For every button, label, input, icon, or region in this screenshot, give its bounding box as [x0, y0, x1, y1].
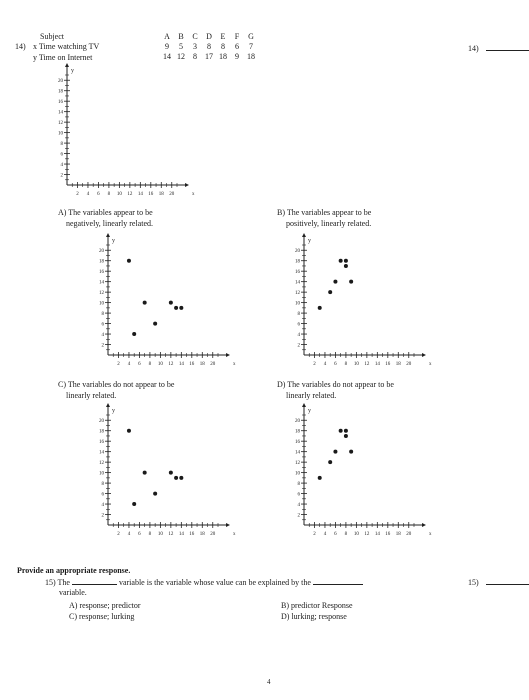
data-point	[143, 471, 147, 475]
x-axis-arrow	[185, 183, 189, 187]
x-tick-label: 16	[385, 362, 391, 367]
x-tick-label: 8	[344, 362, 348, 367]
y-tick-label: 4	[101, 503, 104, 509]
y-tick-label: 4	[297, 333, 300, 339]
x-tick-label: 12	[168, 362, 174, 367]
x-tick-label: 6	[97, 192, 100, 197]
y-value: 17	[205, 52, 213, 61]
y-tick-label: 16	[99, 440, 104, 446]
problem14-y-label: y Time on Internet	[33, 53, 93, 62]
x-tick-label: 18	[395, 362, 401, 367]
y-tick-label: 16	[99, 270, 104, 276]
problem14-number: 14)	[15, 42, 26, 51]
y-axis-arrow	[106, 233, 110, 237]
x-tick-label: 20	[169, 192, 175, 197]
problem15-stem-start: The	[57, 578, 70, 587]
y-tick-label: 14	[295, 280, 300, 286]
problem15-answer-blank[interactable]	[486, 576, 529, 585]
y-tick-label: 8	[101, 482, 104, 488]
y-tick-label: 16	[295, 440, 300, 446]
problem-grid-chart	[45, 65, 205, 200]
x-value: 3	[193, 42, 197, 51]
x-tick-label: 20	[406, 532, 412, 537]
y-tick-label: 14	[99, 280, 104, 286]
y-tick-label: 20	[295, 419, 300, 425]
data-point	[179, 476, 183, 480]
x-tick-label: 16	[189, 532, 195, 537]
y-tick-label: 20	[295, 249, 300, 255]
y-tick-label: 14	[295, 450, 300, 456]
option-b-chart	[282, 235, 442, 370]
x-tick-label: 2	[117, 532, 120, 537]
x-tick-label: 6	[334, 362, 337, 367]
data-point	[328, 290, 332, 294]
option-a-text-2: negatively, linearly related.	[66, 219, 153, 228]
y-tick-label: 20	[99, 419, 104, 425]
y-tick-label: 10	[58, 131, 63, 137]
y-axis-letter: y	[112, 238, 115, 244]
y-axis-arrow	[302, 403, 306, 407]
data-point	[143, 301, 147, 305]
x-tick-label: 10	[353, 362, 359, 367]
y-tick-label: 4	[297, 503, 300, 509]
y-values-row	[160, 52, 258, 61]
y-axis-letter: y	[71, 68, 74, 74]
x-value: 8	[221, 42, 225, 51]
option-d-text-1: D) The variables do not appear to be	[277, 380, 394, 389]
data-point	[179, 306, 183, 310]
data-point	[328, 460, 332, 464]
option-c-chart	[86, 405, 246, 540]
option-a-text-1: A) The variables appear to be	[58, 208, 153, 217]
problem15-blank-2[interactable]	[313, 576, 363, 585]
problem15-answer	[468, 576, 529, 587]
option-b-text-1: B) The variables appear to be	[277, 208, 372, 217]
x-tick-label: 16	[189, 362, 195, 367]
x-axis-letter: x	[429, 532, 432, 537]
x-tick-label: 2	[313, 362, 316, 367]
problem14-subject-label: Subject	[40, 32, 64, 41]
y-tick-label: 2	[297, 513, 300, 519]
y-tick-label: 6	[297, 322, 300, 328]
y-tick-label: 14	[58, 110, 63, 116]
x-tick-label: 16	[385, 532, 391, 537]
option-a-chart	[86, 235, 246, 370]
y-tick-label: 2	[101, 513, 104, 519]
x-value: 5	[179, 42, 183, 51]
x-axis-arrow	[422, 523, 426, 527]
x-tick-label: 4	[323, 362, 327, 367]
subject-letter: F	[234, 32, 240, 41]
data-point	[339, 429, 343, 433]
x-values-row	[160, 42, 258, 51]
y-value: 9	[235, 52, 239, 61]
subject-table	[160, 32, 258, 61]
data-point	[344, 264, 348, 268]
problem15-stem-end: variable.	[59, 588, 87, 597]
option-c-text-1: C) The variables do not appear to be	[58, 380, 175, 389]
problem14-answer	[468, 42, 529, 53]
data-point	[349, 450, 353, 454]
x-tick-label: 8	[344, 532, 348, 537]
x-tick-label: 12	[364, 362, 370, 367]
x-tick-label: 14	[374, 532, 380, 537]
option-d-chart	[282, 405, 442, 540]
y-tick-label: 8	[101, 312, 104, 318]
data-point	[169, 471, 173, 475]
x-axis-letter: x	[429, 362, 432, 367]
y-value: 14	[163, 52, 171, 61]
x-tick-label: 20	[210, 362, 216, 367]
x-tick-label: 8	[148, 362, 152, 367]
x-tick-label: 18	[158, 192, 164, 197]
x-tick-label: 6	[138, 532, 141, 537]
x-tick-label: 14	[178, 362, 184, 367]
x-value: 8	[207, 42, 211, 51]
data-point	[132, 332, 136, 336]
y-tick-label: 12	[99, 461, 104, 467]
x-tick-label: 6	[334, 532, 337, 537]
data-point	[318, 306, 322, 310]
x-tick-label: 10	[116, 192, 122, 197]
problem15-option-b[interactable]: B) predictor Response	[281, 601, 353, 610]
data-point	[344, 434, 348, 438]
subject-letter: B	[178, 32, 184, 41]
data-point	[344, 429, 348, 433]
option-c-text-2: linearly related.	[66, 391, 117, 400]
problem15-blank-1[interactable]	[72, 576, 117, 585]
x-axis-letter: x	[233, 532, 236, 537]
y-tick-label: 16	[295, 270, 300, 276]
subject-letter: D	[206, 32, 212, 41]
y-tick-label: 10	[295, 471, 300, 477]
y-tick-label: 2	[60, 173, 63, 179]
y-tick-label: 12	[58, 121, 63, 127]
x-axis-arrow	[422, 353, 426, 357]
x-tick-label: 14	[374, 362, 380, 367]
problem15-heading: Provide an appropriate response.	[17, 566, 131, 575]
x-value: 7	[249, 42, 253, 51]
data-point	[349, 280, 353, 284]
x-value: 6	[235, 42, 239, 51]
x-tick-label: 10	[157, 362, 163, 367]
problem15-number: 15)	[45, 578, 56, 587]
x-tick-label: 16	[148, 192, 154, 197]
y-tick-label: 4	[60, 163, 63, 169]
y-value: 18	[247, 52, 255, 61]
x-tick-label: 10	[157, 532, 163, 537]
problem14-answer-blank[interactable]	[486, 42, 529, 51]
x-tick-label: 8	[107, 192, 111, 197]
y-tick-label: 6	[101, 322, 104, 328]
data-point	[344, 259, 348, 263]
subject-letter: E	[220, 32, 226, 41]
x-tick-label: 2	[76, 192, 79, 197]
problem15-option-a[interactable]: A) response; predictor	[69, 601, 141, 610]
subject-letter: G	[248, 32, 254, 41]
y-tick-label: 18	[58, 89, 63, 95]
x-tick-label: 14	[137, 192, 143, 197]
x-tick-label: 10	[353, 532, 359, 537]
page-number: 4	[267, 678, 271, 686]
y-axis-letter: y	[112, 408, 115, 414]
y-tick-label: 20	[99, 249, 104, 255]
x-tick-label: 2	[313, 532, 316, 537]
y-axis-letter: y	[308, 408, 311, 414]
data-point	[174, 306, 178, 310]
y-value: 18	[219, 52, 227, 61]
x-tick-label: 4	[127, 362, 131, 367]
y-axis-letter: y	[308, 238, 311, 244]
x-tick-label: 4	[86, 192, 90, 197]
x-axis-arrow	[226, 523, 230, 527]
y-value: 12	[177, 52, 185, 61]
y-axis-arrow	[65, 63, 69, 67]
x-value: 9	[165, 42, 169, 51]
y-tick-label: 4	[101, 333, 104, 339]
y-tick-label: 18	[295, 429, 300, 435]
x-tick-label: 12	[127, 192, 133, 197]
x-tick-label: 4	[323, 532, 327, 537]
data-point	[174, 476, 178, 480]
x-tick-label: 18	[199, 532, 205, 537]
problem15-option-d[interactable]: D) lurking; response	[281, 612, 347, 621]
y-tick-label: 10	[99, 301, 104, 307]
problem15-option-c[interactable]: C) response; lurking	[69, 612, 135, 621]
data-point	[318, 476, 322, 480]
x-tick-label: 2	[117, 362, 120, 367]
y-axis-arrow	[106, 403, 110, 407]
x-axis-arrow	[226, 353, 230, 357]
problem14-x-label: x Time watching TV	[33, 42, 100, 51]
y-tick-label: 18	[99, 259, 104, 265]
y-tick-label: 12	[99, 291, 104, 297]
x-tick-label: 12	[168, 532, 174, 537]
problem15-stem	[45, 576, 363, 587]
data-point	[333, 280, 337, 284]
y-tick-label: 2	[297, 343, 300, 349]
x-tick-label: 8	[148, 532, 152, 537]
x-axis-letter: x	[233, 362, 236, 367]
data-point	[339, 259, 343, 263]
y-axis-arrow	[302, 233, 306, 237]
y-tick-label: 8	[60, 142, 63, 148]
y-tick-label: 20	[58, 79, 63, 85]
y-tick-label: 14	[99, 450, 104, 456]
y-tick-label: 6	[297, 492, 300, 498]
y-tick-label: 8	[297, 482, 300, 488]
subject-letter: C	[192, 32, 198, 41]
x-tick-label: 20	[406, 362, 412, 367]
y-tick-label: 10	[99, 471, 104, 477]
x-axis-letter: x	[192, 192, 195, 197]
y-tick-label: 12	[295, 291, 300, 297]
x-tick-label: 6	[138, 362, 141, 367]
y-tick-label: 18	[295, 259, 300, 265]
x-tick-label: 20	[210, 532, 216, 537]
x-tick-label: 18	[199, 362, 205, 367]
subject-letter: A	[164, 32, 170, 41]
y-tick-label: 16	[58, 100, 63, 106]
problem14-answer-number: 14)	[468, 44, 479, 53]
data-point	[132, 502, 136, 506]
x-tick-label: 18	[395, 532, 401, 537]
y-tick-label: 10	[295, 301, 300, 307]
y-tick-label: 18	[99, 429, 104, 435]
data-point	[153, 322, 157, 326]
data-point	[333, 450, 337, 454]
problem15-stem-middle: variable is the variable whose value can be explained by the	[118, 578, 311, 587]
data-point	[169, 301, 173, 305]
data-point	[127, 429, 131, 433]
problem15-answer-number: 15)	[468, 578, 479, 587]
data-point	[153, 492, 157, 496]
x-tick-label: 14	[178, 532, 184, 537]
x-tick-label: 12	[364, 532, 370, 537]
y-tick-label: 2	[101, 343, 104, 349]
option-d-text-2: linearly related.	[286, 391, 337, 400]
x-tick-label: 4	[127, 532, 131, 537]
subject-letters-row	[160, 32, 258, 41]
y-tick-label: 12	[295, 461, 300, 467]
option-b-text-2: positively, linearly related.	[286, 219, 372, 228]
y-value: 8	[193, 52, 197, 61]
y-tick-label: 8	[297, 312, 300, 318]
y-tick-label: 6	[101, 492, 104, 498]
y-tick-label: 6	[60, 152, 63, 158]
data-point	[127, 259, 131, 263]
